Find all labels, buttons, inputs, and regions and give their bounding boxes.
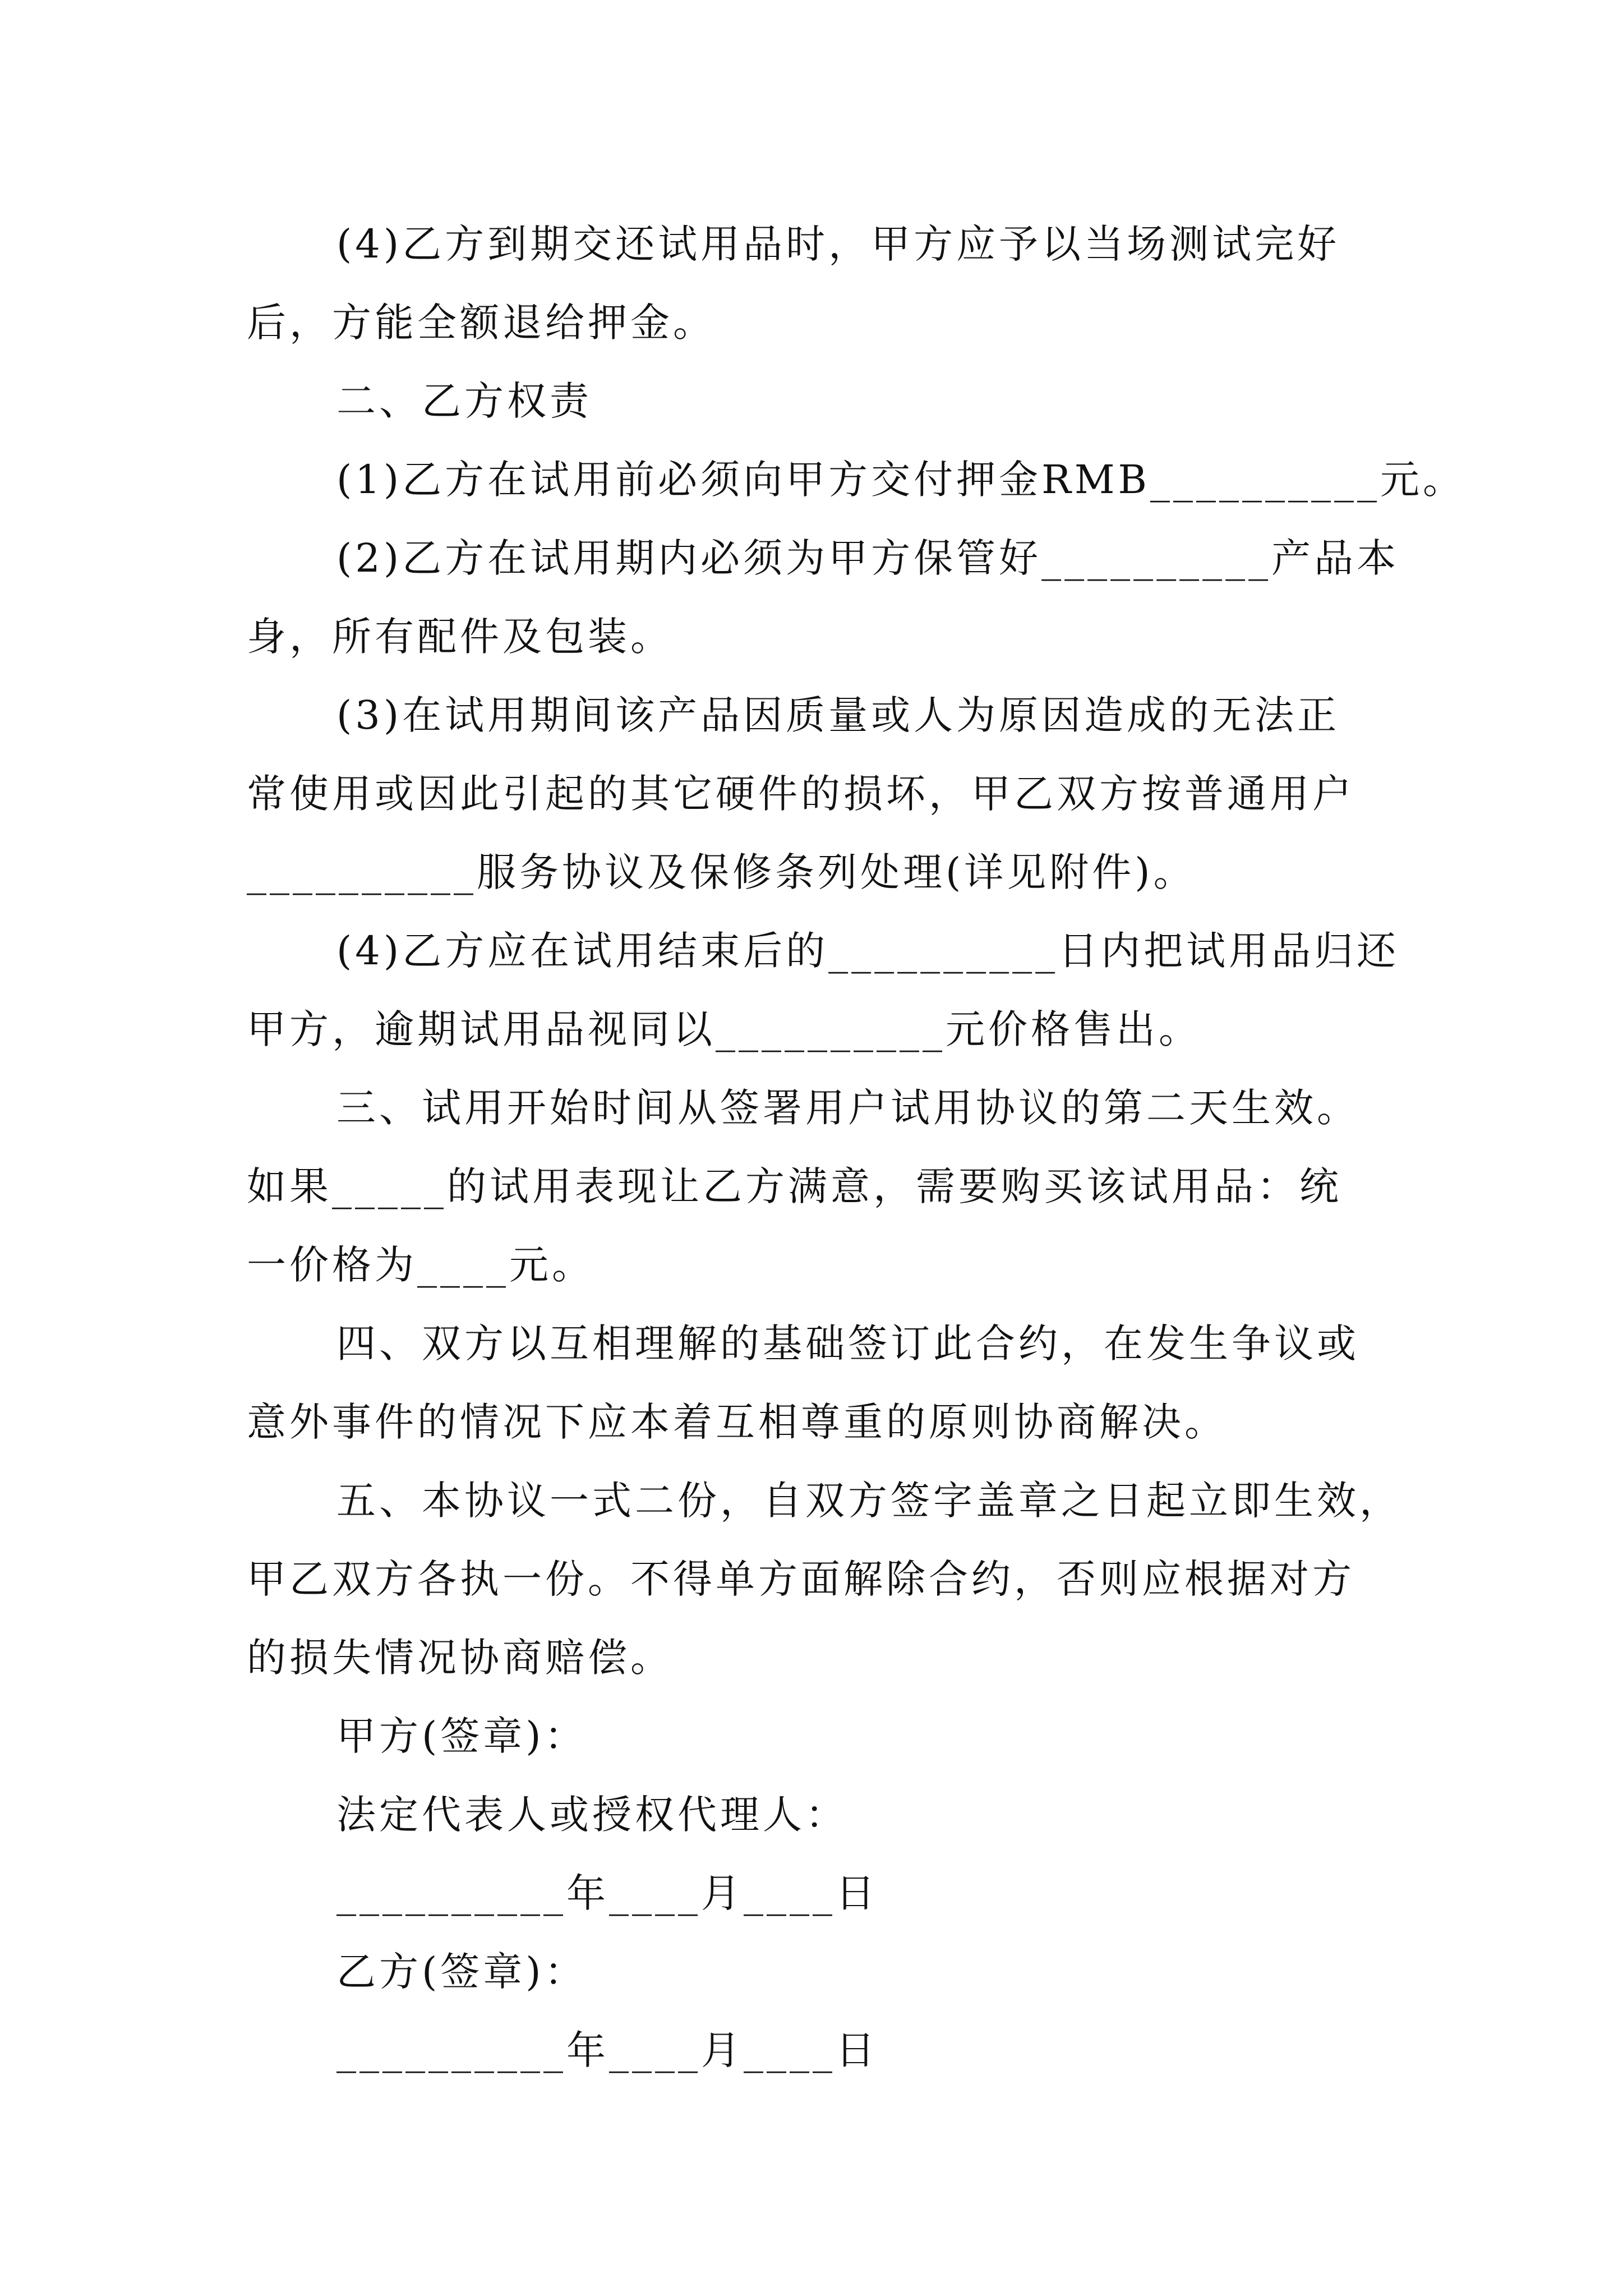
text-line-11: 甲方，逾期试用品视同以__________元价格售出。 — [247, 1006, 1201, 1052]
text-line-13: 如果_____的试用表现让乙方满意，需要购买该试用品：统 — [247, 1163, 1342, 1209]
date-line-party-a: __________年____月____日 — [336, 1870, 878, 1916]
date-line-party-b: __________年____月____日 — [336, 2027, 878, 2073]
text-line-9: __________服务协议及保修条列处理(详见附件)。 — [247, 849, 1196, 895]
text-line-5: (2)乙方在试用期内必须为甲方保管好__________产品本 — [336, 535, 1400, 581]
section-heading-dispute: 四、双方以互相理解的基础签订此合约，在发生争议或 — [336, 1320, 1359, 1366]
signature-representative: 法定代表人或授权代理人： — [336, 1792, 848, 1838]
text-line-19: 的损失情况协商赔偿。 — [247, 1635, 673, 1681]
text-line-14: 一价格为____元。 — [247, 1242, 594, 1288]
text-line-7: (3)在试用期间该产品因质量或人为原因造成的无法正 — [336, 692, 1340, 738]
section-heading-party-b: 二、乙方权责 — [336, 378, 592, 424]
text-line-1: (4)乙方到期交还试用品时，甲方应予以当场测试完好 — [336, 221, 1340, 267]
signature-party-b: 乙方(签章)： — [336, 1949, 587, 1995]
signature-party-a: 甲方(签章)： — [336, 1713, 587, 1759]
text-line-4: (1)乙方在试用前必须向甲方交付押金RMB__________元。 — [336, 457, 1465, 503]
text-line-16: 意外事件的情况下应本着互相尊重的原则协商解决。 — [247, 1399, 1227, 1445]
section-heading-copies: 五、本协议一式二份，自双方签字盖章之日起立即生效， — [336, 1478, 1402, 1524]
text-line-18: 甲乙双方各执一份。不得单方面解除合约，否则应根据对方 — [247, 1556, 1355, 1602]
text-line-10: (4)乙方应在试用结束后的__________日内把试用品归还 — [336, 928, 1400, 974]
text-line-8: 常使用或因此引起的其它硬件的损坏，甲乙双方按普通用户 — [247, 771, 1355, 817]
text-line-2: 后，方能全额退给押金。 — [247, 300, 716, 346]
text-line-6: 身，所有配件及包装。 — [247, 614, 673, 660]
section-heading-trial-start: 三、试用开始时间从签署用户试用协议的第二天生效。 — [336, 1085, 1359, 1131]
